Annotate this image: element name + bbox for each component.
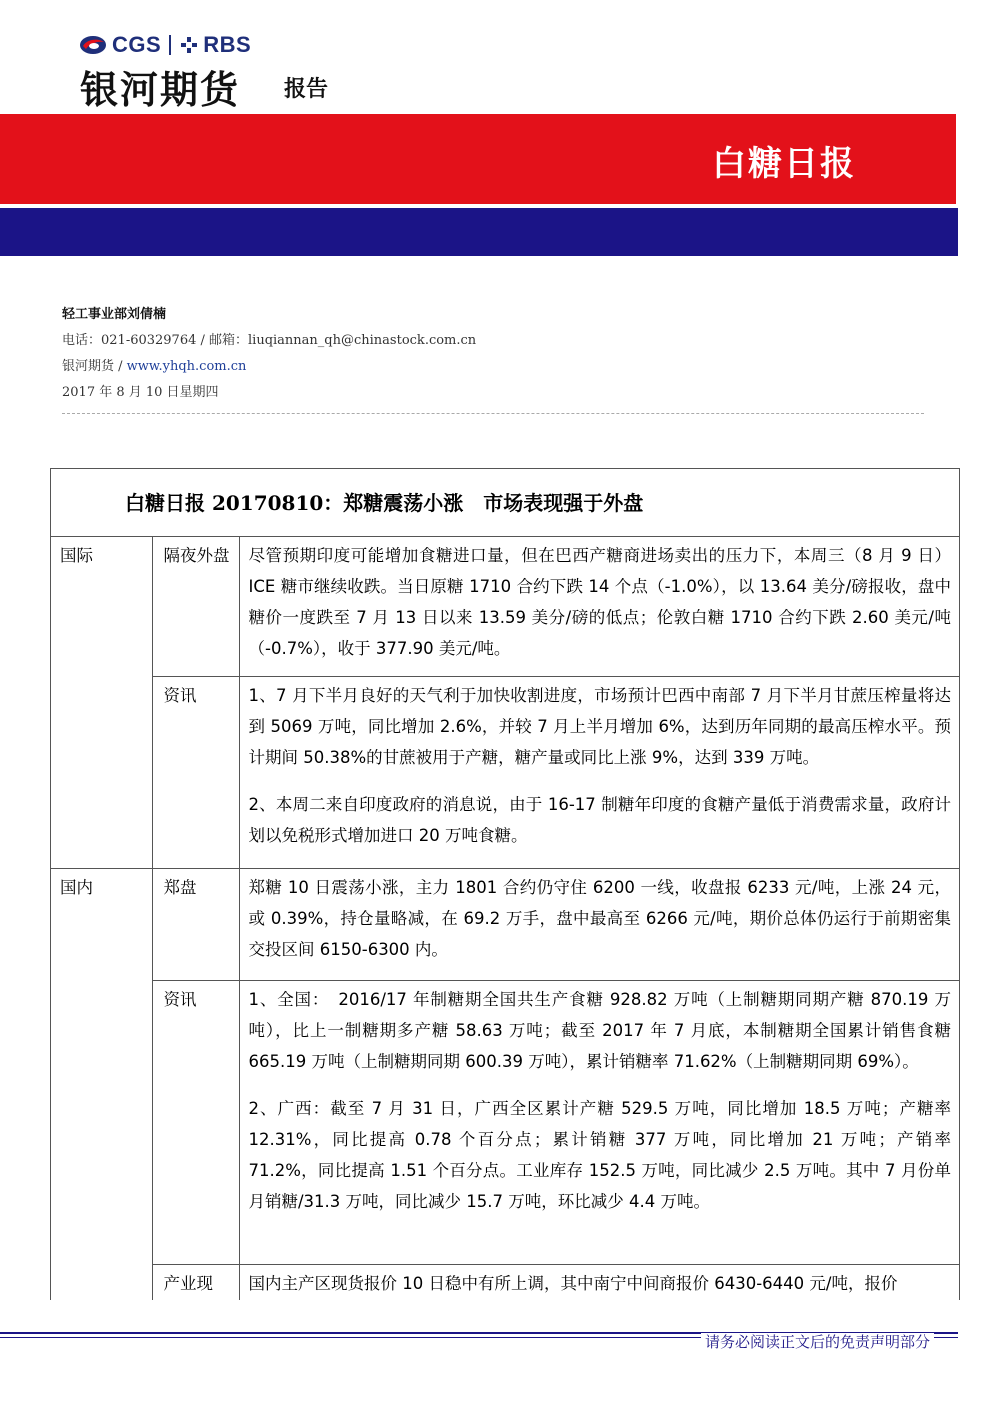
region-cell: 国内 <box>51 868 152 1300</box>
website-label: 银河期货 / <box>62 359 127 374</box>
content-cell <box>239 868 959 980</box>
header-red-banner <box>0 114 956 204</box>
rbs-daisy-icon <box>179 35 199 55</box>
category-cell: 资讯 <box>152 676 239 868</box>
logo-separator <box>169 35 171 55</box>
content-cell <box>239 1264 959 1300</box>
category-cell: 郑盘 <box>152 868 239 980</box>
report-date: 2017 年 8 月 10 日星期四 <box>62 385 219 400</box>
cgs-rbs-logo <box>78 30 251 60</box>
report-content-box <box>50 468 960 1300</box>
logo-cgs-text: CGS <box>112 32 162 57</box>
content-cell <box>239 980 959 1264</box>
table-row <box>51 1264 959 1300</box>
content-cell <box>239 676 959 868</box>
content-cell <box>239 537 959 676</box>
category-cell: 资讯 <box>152 980 239 1264</box>
report-title: 白糖日报 20170810：郑糖震荡小涨 市场表现强于外盘 <box>51 469 959 537</box>
table-row <box>51 980 959 1264</box>
author-website <box>62 354 476 380</box>
author-info <box>62 302 476 406</box>
region-cell: 国际 <box>51 537 152 868</box>
author-department: 轻工事业部刘倩楠 <box>62 307 167 322</box>
category-cell: 产业现 <box>152 1264 239 1300</box>
company-name: 银河期货 <box>80 68 241 112</box>
website-link[interactable]: www.yhqh.com.cn <box>126 359 247 374</box>
table-row <box>51 537 959 676</box>
table-row <box>51 868 959 980</box>
content-paragraph: 尽管预期印度可能增加食糖进口量，但在巴西产糖商进场卖出的压力下，本周三（8 月 9 日）ICE 糖市继续收跌。当日原糖 1710 合约下跌 14 个点（-1.0%），以 13.64 美分/磅报收，盘中糖价一度跌至 7 月 13 日以来 13.59 美分/磅的低点；伦敦白糖 1710 合约下跌 2.60 美元/吨（-0.7%），收于 377.90 美元/吨。 <box>248 546 951 658</box>
content-paragraph: 2、本周二来自印度政府的消息说，由于 16-17 制糖年印度的食糖产量低于消费需求量，政府计划以免税形式增加进口 20 万吨食糖。 <box>248 794 951 845</box>
category-cell: 隔夜外盘 <box>152 537 239 676</box>
report-table <box>51 537 959 1300</box>
author-contact: 电话：021-60329764 / 邮箱：liuqiannan_qh@chinastock.com.cn <box>62 333 477 348</box>
dashed-divider <box>62 413 924 414</box>
content-paragraph: 2、广西：截至 7 月 31 日，广西全区累计产糖 529.5 万吨，同比增加 18.5 万吨；产糖率 12.31%，同比提高 0.78 个百分点；累计销糖 377 万吨，同比增加 21 万吨；产销率 71.2%，同比提高 1.51 个百分点。工业库存 152.5 万吨，同比减少 2.5 万吨。其中 7 月份单月销糖/31.3 万吨，同比减少 15.7 万吨，环比减少 4.4 万吨。 <box>248 1098 951 1211</box>
header-blue-banner <box>0 208 958 256</box>
content-paragraph: 1、7 月下半月良好的天气利于加快收割进度，市场预计巴西中南部 7 月下半月甘蔗压榨量将达到 5069 万吨，同比增加 2.6%，并较 7 月上半月增加 6%，达到历年同期的最高压榨水平。预计期间 50.38%的甘蔗被用于产糖，糖产量或同比上涨 9%，达到 339 万吨。 <box>248 685 951 767</box>
cgs-swirl-icon <box>78 33 108 57</box>
content-paragraph: 国内主产区现货报价 10 日稳中有所上调，其中南宁中间商报价 6430-6440 元/吨，报价 <box>248 1273 898 1293</box>
content-paragraph: 郑糖 10 日震荡小涨，主力 1801 合约仍守住 6200 一线，收盘报 6233 元/吨，上涨 24 元，或 0.39%，持仓量略减，在 69.2 万手，盘中最高至 6266 元/吨，期价总体仍运行于前期密集交投区间 6150-6300 内。 <box>248 877 951 959</box>
logo-rbs-text: RBS <box>203 32 252 57</box>
footer-disclaimer: 请务必阅读正文后的免责声明部分 <box>701 1333 934 1351</box>
banner-title: 白糖日报 <box>712 144 856 184</box>
table-row <box>51 676 959 868</box>
report-suffix: 报告 <box>284 77 329 102</box>
content-paragraph: 1、全国： 2016/17 年制糖期全国共生产食糖 928.82 万吨（上制糖期同期产糖 870.19 万吨），比上一制糖期多产糖 58.63 万吨；截至 2017 年 7 月底，本制糖期全国累计销售食糖 665.19 万吨（上制糖期同期 600.39 万吨），累计销糖率 71.62%（上制糖期同期 69%）。 <box>248 989 951 1071</box>
